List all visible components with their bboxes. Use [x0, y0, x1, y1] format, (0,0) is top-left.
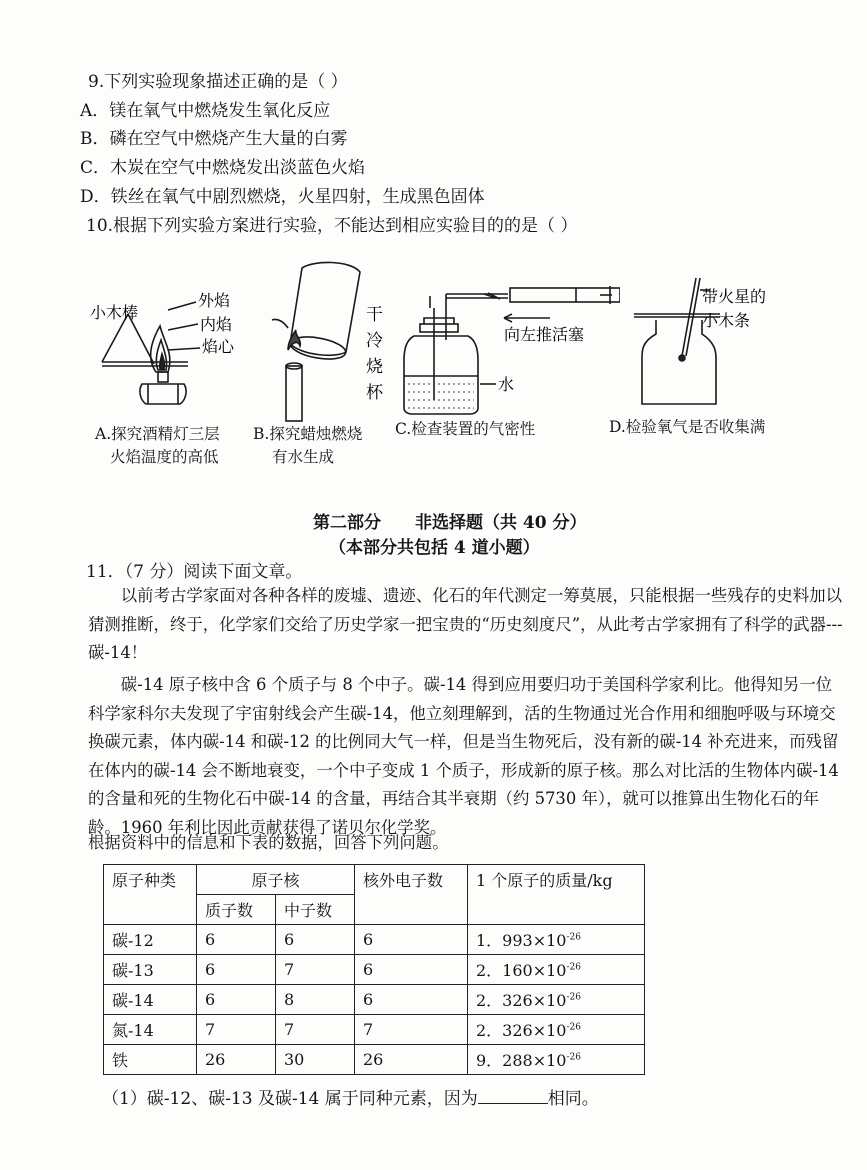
section-2-subtitle: （本部分共包括 4 道小题）: [329, 538, 540, 558]
q10-stem: 10.根据下列实验方案进行实验，不能达到相应实验目的的是（ ）: [86, 216, 578, 236]
table-row: [104, 985, 645, 1015]
header-neutrons: 中子数: [276, 895, 355, 925]
cell-electrons: 6: [355, 955, 468, 985]
mass-exponent: -26: [566, 992, 581, 1003]
q9-option-a: A．镁在氧气中燃烧发生氧化反应: [80, 101, 331, 121]
figure-a-caption-1: A.探究酒精灯三层: [95, 425, 220, 443]
cell-neutrons: 6: [276, 925, 355, 955]
cell-mass: [468, 1045, 645, 1075]
table-row: [104, 1015, 645, 1045]
q11-sub1-before: （1）碳-12、碳-13 及碳-14 属于同种元素，因为: [102, 1089, 478, 1109]
label-dry: 干: [366, 305, 383, 325]
figure-c-caption: C.检查装置的气密性: [395, 420, 536, 438]
cell-protons: 6: [197, 985, 276, 1015]
header-atom-mass: 1 个原子的质量/kg: [468, 865, 645, 925]
mass-value: 2．160×10: [476, 961, 567, 980]
q11-stem: 11．（7 分）阅读下面文章。: [86, 562, 303, 582]
cell-neutrons: 7: [276, 955, 355, 985]
cell-neutrons: 8: [276, 985, 355, 1015]
label-inner-flame: 内焰: [200, 315, 233, 334]
table-header-row: [104, 865, 645, 895]
q11-paragraph-2: 碳-14 原子核中含 6 个质子与 8 个中子。碳-14 得到应用要归功于美国科学家利比。他得知另一位科学家科尔夫发现了宇宙射线会产生碳-14，他立刻理解到，活的生物通过光合作用和细胞呼吸与环境交换碳元素，体内碳-14 和碳-12 的比例同大气一样，但是当生物死后，没有新的碳-14 补充进来，而残留在体内的碳-14 会不断地衰变，一个中子变成 1 个质子，形成新的原子核。那么对比活的生物体内碳-14 的含量和死的生物化石中碳-14 的含量，再结合其半衰期（约 5730 年），就可以推算出生物化石的年龄。1960 年利比因此贡献获得了诺贝尔化学奖。: [88, 675, 839, 837]
cell-kind: 氮-14: [104, 1015, 197, 1045]
label-glowing-stick-2: 小木条: [702, 311, 751, 330]
cell-neutrons: 30: [276, 1045, 355, 1075]
figure-c-airtightness-setup: [400, 280, 620, 420]
answer-blank[interactable]: [478, 1087, 548, 1104]
figure-a-caption-2: 火焰温度的高低: [110, 448, 219, 466]
cell-protons: 26: [197, 1045, 276, 1075]
figure-a-alcohol-lamp: [88, 280, 253, 420]
cell-protons: 7: [197, 1015, 276, 1045]
mass-value: 1．993×10: [476, 931, 567, 950]
q9-option-d: D．铁丝在氧气中剧烈燃烧，火星四射，生成黑色固体: [80, 187, 485, 207]
q9-option-c: C．木炭在空气中燃烧发出淡蓝色火焰: [80, 158, 366, 178]
q11-sub1-after: 相同。: [547, 1089, 599, 1109]
section-2-title: 第二部分 非选择题（共 40 分）: [313, 513, 587, 533]
cell-electrons: 6: [355, 985, 468, 1015]
mass-exponent: -26: [566, 962, 581, 973]
atom-data-table: [103, 864, 645, 1075]
q9-option-b: B．磷在空气中燃烧产生大量的白雾: [80, 129, 348, 149]
mass-value: 9．288×10: [476, 1051, 567, 1070]
header-nucleus: 原子核: [197, 865, 355, 895]
mass-exponent: -26: [566, 1022, 581, 1033]
figure-b-candle-beaker: [262, 258, 392, 423]
header-atom-kind: 原子种类: [104, 865, 197, 925]
q9-stem: 9.下列实验现象描述正确的是（ ）: [88, 72, 348, 92]
cell-electrons: 6: [355, 925, 468, 955]
q11-paragraph-1: 以前考古学家面对各种各样的废墟、遗迹、化石的年代测定一筹莫展，只能根据一些残存的史料加以猜测推断，终于，化学家们交给了历史学家一把宝贵的“历史刻度尺”，从此考古学家拥有了科学的武器---碳-14！: [88, 586, 843, 663]
mass-value: 2．326×10: [476, 1021, 567, 1040]
label-outer-flame: 外焰: [198, 291, 231, 310]
cell-protons: 6: [197, 925, 276, 955]
q11-sub1: [102, 1087, 599, 1111]
header-protons: 质子数: [197, 895, 276, 925]
figure-b-caption-1: B.探究蜡烛燃烧: [253, 425, 363, 443]
label-push-piston: 向左推活塞: [504, 325, 585, 344]
cell-kind: 碳-13: [104, 955, 197, 985]
mass-exponent: -26: [566, 1052, 581, 1063]
q11-instruction: 根据资料中的信息和下表的数据，回答下列问题。: [88, 833, 449, 852]
label-water: 水: [498, 375, 515, 394]
label-glowing-stick-1: 带火星的: [702, 287, 767, 306]
label-cold: 冷: [366, 331, 383, 351]
cell-kind: 铁: [104, 1045, 197, 1075]
label-burn: 烧: [366, 357, 383, 377]
cell-mass: [468, 985, 645, 1015]
cell-protons: 6: [197, 955, 276, 985]
cell-mass: [468, 925, 645, 955]
mass-exponent: -26: [566, 932, 581, 943]
cell-kind: 碳-14: [104, 985, 197, 1015]
label-cup: 杯: [366, 383, 383, 403]
cell-electrons: 7: [355, 1015, 468, 1045]
cell-neutrons: 7: [276, 1015, 355, 1045]
cell-kind: 碳-12: [104, 925, 197, 955]
cell-electrons: 26: [355, 1045, 468, 1075]
header-electrons: 核外电子数: [355, 865, 468, 925]
table-row: [104, 925, 645, 955]
mass-value: 2．326×10: [476, 991, 567, 1010]
label-small-stick: 小木棒: [90, 303, 139, 322]
table-row: [104, 1045, 645, 1075]
figure-d-caption: D.检验氧气是否收集满: [609, 418, 766, 436]
label-flame-core: 焰心: [202, 337, 235, 356]
cell-mass: [468, 955, 645, 985]
figure-d-oxygen-bottle: [630, 272, 800, 412]
figure-b-caption-2: 有水生成: [272, 448, 335, 466]
table-row: [104, 955, 645, 985]
cell-mass: [468, 1015, 645, 1045]
